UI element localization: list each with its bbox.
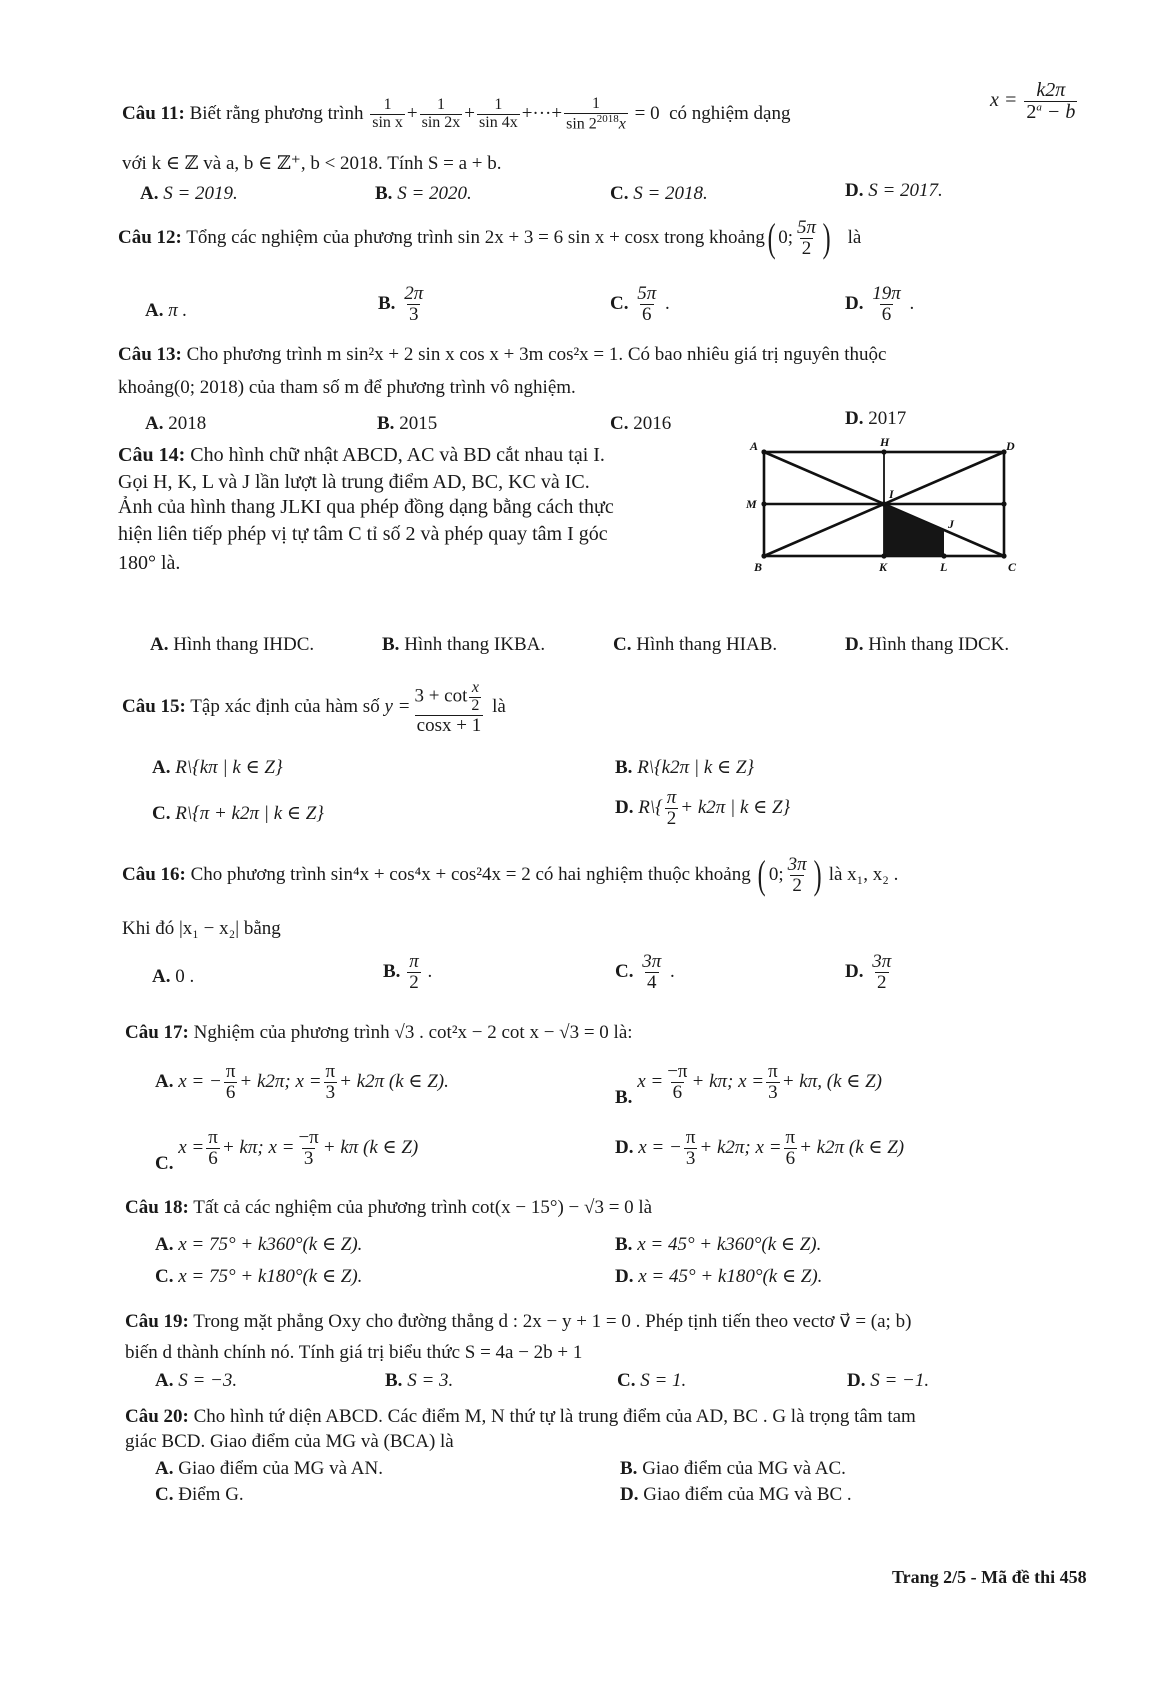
option-d[interactable]: D. S = 2017. bbox=[845, 180, 943, 201]
label-h: H bbox=[880, 435, 890, 449]
label-a: A bbox=[750, 439, 759, 453]
question-text-line2: với k ∈ ℤ và a, b ∈ ℤ⁺, b < 2018. Tính S = a + b. bbox=[122, 153, 502, 174]
option-b[interactable]: B. R\{k2π | k ∈ Z} bbox=[615, 757, 755, 778]
question-20: Câu 20: Cho hình tứ diện ABCD. Các điểm M, N thứ tự là trung điểm của AD, BC . G là trọng tâm tam bbox=[125, 1406, 916, 1427]
option-b[interactable]: B. S = 3. bbox=[385, 1370, 454, 1391]
fraction: $\frac{1}{\sin 4x}$ bbox=[479, 96, 518, 131]
label-l: L bbox=[940, 560, 948, 574]
question-text-line2: khoảng(0; 2018) của tham số m để phương trình vô nghiệm. bbox=[118, 377, 576, 398]
option-c[interactable]: C. S = 1. bbox=[617, 1370, 687, 1391]
option-b[interactable]: B. $\frac{2\pi}{3}$ bbox=[378, 283, 424, 325]
fraction: $\frac{1}{\sin 2x}$ bbox=[421, 96, 461, 131]
question-16: Câu 16: Cho phương trình sin⁴x + cos⁴x + cos²4x = 2 có hai nghiệm thuộc khoảng ( 0; $\frac{3\pi}{2}$ ) là x₁, x₂ . bbox=[122, 852, 899, 898]
label-k: K bbox=[879, 560, 888, 574]
question-14: Câu 14: Cho hình chữ nhật ABCD, AC và BD cắt nhau tại I. bbox=[118, 444, 605, 466]
question-text-line: Gọi H, K, L và J lần lượt là trung điểm AD, BC, KC và IC. bbox=[118, 471, 590, 493]
fraction: $\frac{1}{\sin 2^{2018}x}$ bbox=[566, 95, 626, 133]
option-a[interactable]: A. π . bbox=[145, 300, 188, 321]
rectangle-figure bbox=[746, 435, 1022, 574]
fraction: $\frac{5\pi}{2}$ bbox=[797, 217, 817, 259]
question-text-line: hiện liên tiếp phép vị tự tâm C tỉ số 2 và phép quay tâm I góc bbox=[118, 523, 608, 545]
option-c[interactable]: C. x = 75° + k180°(k ∈ Z). bbox=[155, 1266, 363, 1287]
option-a[interactable]: A. Giao điểm của MG và AN. bbox=[155, 1458, 383, 1479]
option-c[interactable]: C. $\frac{3\pi}{4}$ . bbox=[615, 951, 675, 993]
option-a[interactable]: A. R\{kπ | k ∈ Z} bbox=[152, 757, 283, 778]
option-d[interactable]: D. S = −1. bbox=[847, 1370, 930, 1391]
question-text: Biết rằng phương trình bbox=[189, 102, 364, 124]
option-d[interactable]: D. Hình thang IDCK. bbox=[845, 634, 1010, 655]
question-text-line2: giác BCD. Giao điểm của MG và (BCA) là bbox=[125, 1431, 454, 1452]
label-b: B bbox=[754, 560, 763, 574]
option-d[interactable]: D. $\frac{19\pi}{6}$ . bbox=[845, 283, 915, 325]
fraction: $\frac{1}{\text{sin x}}$ bbox=[372, 96, 403, 131]
option-a[interactable]: A. S = 2019. bbox=[140, 183, 238, 204]
fraction: $\frac{k2\pi}{2^a - b}$ bbox=[1026, 79, 1076, 123]
question-19: Câu 19: Trong mặt phẳng Oxy cho đường thẳng d : 2x − y + 1 = 0 . Phép tịnh tiến theo vectơ v⃗ = (a; b) bbox=[125, 1311, 912, 1332]
option-d[interactable]: D. x = 45° + k180°(k ∈ Z). bbox=[615, 1266, 823, 1287]
option-c[interactable]: C. x = $\frac{\pi}{6}$ + kπ; x = $\frac{-\pi}{3}$ + kπ (k ∈ Z) bbox=[155, 1127, 419, 1174]
option-b[interactable]: B. Giao điểm của MG và AC. bbox=[620, 1458, 846, 1479]
option-b[interactable]: B. S = 2020. bbox=[375, 183, 472, 204]
option-a[interactable]: A. x = 75° + k360°(k ∈ Z). bbox=[155, 1234, 363, 1255]
option-c[interactable]: C. Điểm G. bbox=[155, 1484, 244, 1505]
option-a[interactable]: A. x = − $\frac{\pi}{6}$ + k2π; x = $\frac{\pi}{3}$ + k2π (k ∈ Z). bbox=[155, 1061, 449, 1103]
shaded-trapezoid bbox=[884, 504, 944, 556]
question-label: Câu 11: bbox=[122, 102, 185, 124]
option-d[interactable]: D. Giao điểm của MG và BC . bbox=[620, 1484, 852, 1505]
option-a[interactable]: A. Hình thang IHDC. bbox=[150, 634, 315, 655]
label-d: D bbox=[1006, 439, 1015, 453]
question-11: Câu 11: Biết rằng phương trình $\frac{1}{\text{sin x}}$ + $\frac{1}{\sin 2x}$ + $\frac{1}{\sin 4x}$ +···+ $\frac{1}{\sin 2^{2018}x}$ = 0 có nghiệm dạng bbox=[122, 95, 791, 133]
question-text: có nghiệm dạng bbox=[669, 102, 791, 124]
label-m: M bbox=[746, 497, 757, 511]
option-b[interactable]: B. $\frac{\pi}{2}$ . bbox=[383, 951, 433, 993]
option-c[interactable]: C. Hình thang HIAB. bbox=[613, 634, 778, 655]
option-c[interactable]: C. 2016 bbox=[610, 413, 672, 434]
label-j: J bbox=[948, 517, 954, 531]
question-12: Câu 12: Tổng các nghiệm của phương trình sin 2x + 3 = 6 sin x + cosx trong khoảng( 0; $\frac{5\pi}{2}$ ) là bbox=[118, 215, 862, 261]
question-17: Câu 17: Nghiệm của phương trình √3 . cot²x − 2 cot x − √3 = 0 là: bbox=[125, 1022, 633, 1043]
question-text-line2: biến d thành chính nó. Tính giá trị biểu thức S = 4a − 2b + 1 bbox=[125, 1342, 583, 1363]
q11-formula: x = $\frac{k2\pi}{2^a - b}$ bbox=[990, 79, 1076, 123]
page-footer: Trang 2/5 - Mã đề thi 458 bbox=[892, 1567, 1087, 1587]
option-d[interactable]: D. x = − $\frac{\pi}{3}$ + k2π; x = $\frac{\pi}{6}$ + k2π (k ∈ Z) bbox=[615, 1127, 905, 1169]
question-text-line2: Khi đó |x₁ − x₂| bằng bbox=[122, 918, 281, 939]
question-text-line: Ảnh của hình thang JLKI qua phép đồng dạng bằng cách thực bbox=[118, 496, 614, 518]
option-b[interactable]: B. x = 45° + k360°(k ∈ Z). bbox=[615, 1234, 822, 1255]
question-18: Câu 18: Tất cả các nghiệm của phương trình cot(x − 15°) − √3 = 0 là bbox=[125, 1197, 653, 1218]
question-13: Câu 13: Cho phương trình m sin²x + 2 sin x cos x + 3m cos²x = 1. Có bao nhiêu giá trị nguyên thuộc bbox=[118, 344, 887, 365]
option-b[interactable]: B. Hình thang IKBA. bbox=[382, 634, 546, 655]
question-text-line: 180° là. bbox=[118, 552, 181, 574]
label-c: C bbox=[1008, 560, 1017, 574]
option-d[interactable]: D. R\{ $\frac{\pi}{2}$ + k2π | k ∈ Z} bbox=[615, 787, 791, 829]
label-i: I bbox=[889, 487, 894, 501]
option-a[interactable]: A. 0 . bbox=[152, 966, 195, 987]
question-15: Câu 15: Tập xác định của hàm số y = 3 + cot $\frac{x}{2}$ cosx + 1 là bbox=[122, 679, 506, 736]
option-c[interactable]: C. S = 2018. bbox=[610, 183, 708, 204]
option-b[interactable]: B. 2015 bbox=[377, 413, 438, 434]
option-c[interactable]: C. $\frac{5\pi}{6}$ . bbox=[610, 283, 670, 325]
option-d[interactable]: D. $\frac{3\pi}{2}$ bbox=[845, 951, 892, 993]
option-a[interactable]: A. 2018 bbox=[145, 413, 207, 434]
option-c[interactable]: C. R\{π + k2π | k ∈ Z} bbox=[152, 803, 324, 824]
option-a[interactable]: A. S = −3. bbox=[155, 1370, 238, 1391]
option-d[interactable]: D. 2017 bbox=[845, 408, 907, 429]
option-b[interactable]: B. x = $\frac{-\pi}{6}$ + kπ; x = $\frac{\pi}{3}$ + kπ, (k ∈ Z) bbox=[615, 1061, 882, 1108]
fraction: 3 + cot $\frac{x}{2}$ cosx + 1 bbox=[414, 679, 482, 736]
